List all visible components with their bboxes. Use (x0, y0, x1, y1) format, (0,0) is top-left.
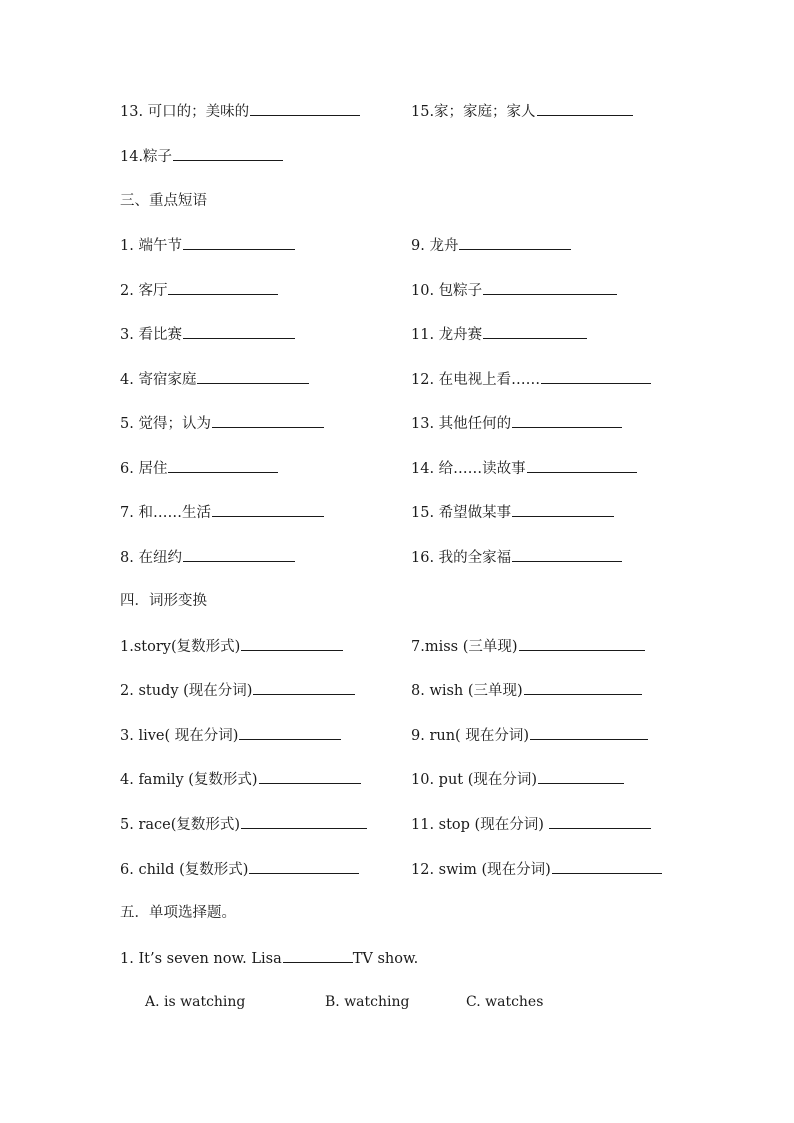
phrase-item: 13. 其他任何的 (411, 412, 622, 435)
phrase-row (0, 457, 794, 481)
word-form-row (0, 768, 794, 792)
phrase-row (0, 234, 794, 258)
answer-blank[interactable] (483, 279, 617, 295)
phrase-item: 12. 在电视上看…… (411, 368, 651, 391)
answer-blank[interactable] (552, 858, 662, 874)
answer-blank[interactable] (527, 457, 637, 473)
answer-blank[interactable] (241, 813, 367, 829)
phrase-row (0, 546, 794, 570)
section-heading-multiple-choice: 五．单项选择题。 (120, 905, 236, 921)
vocab-item: 14.粽子 (120, 145, 283, 168)
word-form-item: 7.miss (三单现) (411, 635, 645, 658)
word-form-item: 12. swim (现在分词) (411, 858, 662, 881)
answer-blank[interactable] (483, 323, 587, 339)
phrase-item: 9. 龙舟 (411, 234, 571, 257)
word-form-item: 2. study (现在分词) (120, 679, 355, 702)
phrase-row (0, 412, 794, 436)
answer-blank[interactable] (241, 635, 343, 651)
phrase-item: 16. 我的全家福 (411, 546, 622, 569)
phrase-row (0, 279, 794, 303)
option-c[interactable]: C. watches (466, 994, 544, 1010)
word-form-item: 9. run( 现在分词) (411, 724, 648, 747)
answer-blank[interactable] (537, 100, 633, 116)
answer-blank[interactable] (512, 546, 622, 562)
answer-blank[interactable] (183, 234, 295, 250)
section-heading-phrases: 三、重点短语 (120, 193, 207, 209)
answer-blank[interactable] (512, 501, 614, 517)
word-form-row (0, 635, 794, 659)
phrase-row (0, 323, 794, 347)
question-stem: 1. It’s seven now. Lisa TV show. (120, 947, 418, 970)
answer-blank[interactable] (519, 635, 645, 651)
word-form-item: 8. wish (三单现) (411, 679, 642, 702)
answer-blank[interactable] (183, 323, 295, 339)
option-a[interactable]: A. is watching (145, 994, 246, 1010)
answer-blank[interactable] (259, 768, 361, 784)
answer-blank[interactable] (197, 368, 309, 384)
section-heading-word-forms: 四．词形变换 (120, 593, 207, 609)
word-form-item: 10. put (现在分词) (411, 768, 624, 791)
phrase-item: 11. 龙舟赛 (411, 323, 587, 346)
answer-blank[interactable] (249, 858, 359, 874)
phrase-item: 6. 居住 (120, 457, 278, 480)
word-form-item: 3. live( 现在分词) (120, 724, 341, 747)
word-form-row (0, 858, 794, 882)
phrase-item: 1. 端午节 (120, 234, 295, 257)
phrase-item: 15. 希望做某事 (411, 501, 614, 524)
phrase-row (0, 368, 794, 392)
answer-blank[interactable] (530, 724, 648, 740)
options-row (0, 991, 794, 1015)
answer-blank[interactable] (168, 457, 278, 473)
answer-blank[interactable] (524, 679, 642, 695)
answer-blank[interactable] (541, 368, 651, 384)
phrase-item: 3. 看比赛 (120, 323, 295, 346)
vocab-item: 13. 可口的；美味的 (120, 100, 360, 123)
phrase-item: 14. 给……读故事 (411, 457, 637, 480)
answer-blank[interactable] (549, 813, 651, 829)
phrase-item: 8. 在纽约 (120, 546, 295, 569)
vocab-row (0, 100, 794, 124)
answer-blank[interactable] (173, 145, 283, 161)
answer-blank[interactable] (253, 679, 355, 695)
vocab-row (0, 145, 794, 169)
answer-blank[interactable] (239, 724, 341, 740)
answer-blank[interactable] (250, 100, 360, 116)
vocab-item: 15.家；家庭；家人 (411, 100, 633, 123)
word-form-item: 4. family (复数形式) (120, 768, 361, 791)
word-form-row (0, 724, 794, 748)
answer-blank[interactable] (212, 501, 324, 517)
phrase-item: 7. 和……生活 (120, 501, 324, 524)
answer-blank[interactable] (212, 412, 324, 428)
answer-blank[interactable] (183, 546, 295, 562)
word-form-item: 5. race(复数形式) (120, 813, 367, 836)
phrase-item: 5. 觉得；认为 (120, 412, 324, 435)
word-form-item: 1.story(复数形式) (120, 635, 343, 658)
word-form-row (0, 813, 794, 837)
answer-blank[interactable] (512, 412, 622, 428)
option-b[interactable]: B. watching (325, 994, 410, 1010)
phrase-item: 10. 包粽子 (411, 279, 617, 302)
answer-blank[interactable] (459, 234, 571, 250)
answer-blank[interactable] (538, 768, 624, 784)
phrase-item: 2. 客厅 (120, 279, 278, 302)
answer-blank[interactable] (283, 947, 353, 963)
phrase-row (0, 501, 794, 525)
word-form-item: 11. stop (现在分词) (411, 813, 651, 836)
phrase-item: 4. 寄宿家庭 (120, 368, 309, 391)
answer-blank[interactable] (168, 279, 278, 295)
question-row (0, 947, 794, 971)
word-form-row (0, 679, 794, 703)
word-form-item: 6. child (复数形式) (120, 858, 359, 881)
